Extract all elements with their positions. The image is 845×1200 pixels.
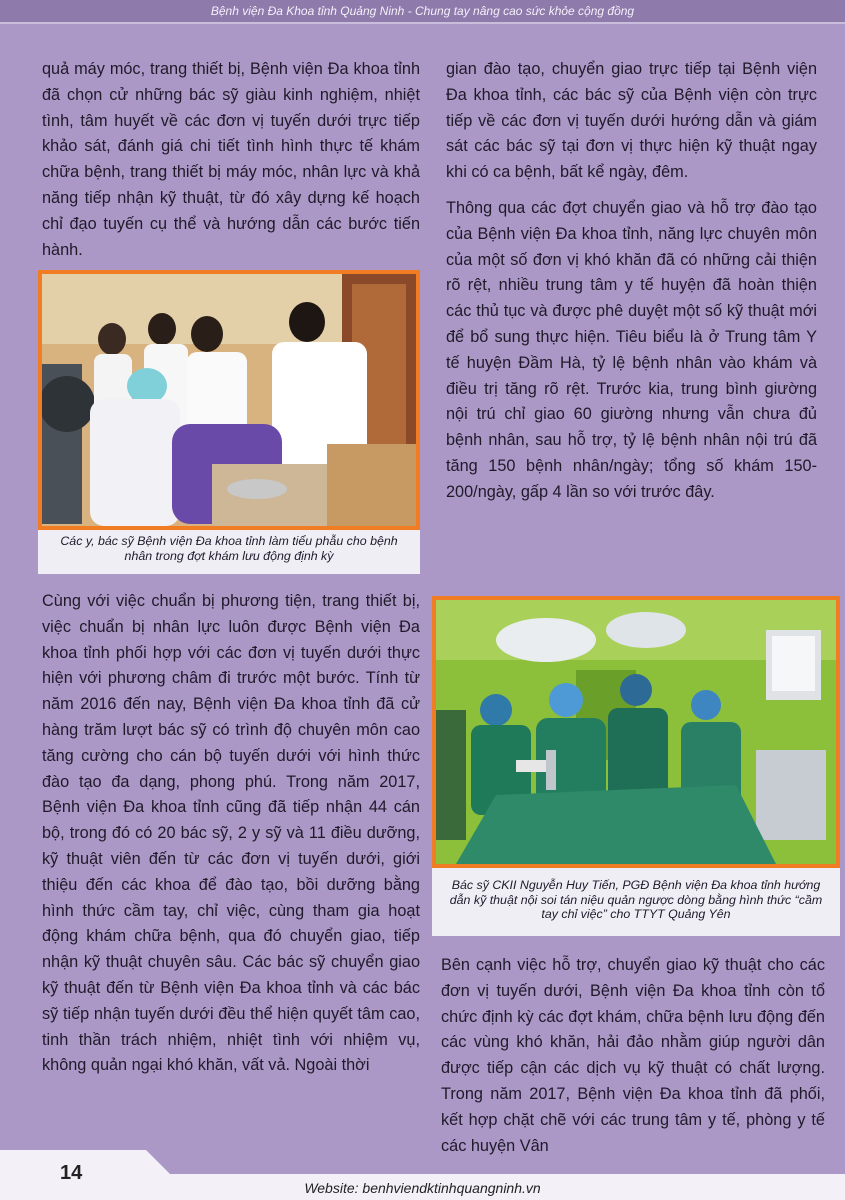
photo-endoscopy-training-image [436, 600, 836, 864]
right-column-top [446, 57, 817, 516]
header-divider [0, 22, 845, 24]
right-paragraph-1: gian đào tạo, chuyển giao trực tiếp tại Bệnh viện Đa khoa tỉnh, các bác sỹ của Bệnh viện còn trực tiếp về các đơn vị tuyến dưới hướng dẫn và giám sát các bác sỹ tại đơn vị thực hiện kỹ thuật ngay khi có ca bệnh, bất kể ngày, đêm. [446, 60, 817, 182]
right-paragraph-3: Bên cạnh việc hỗ trợ, chuyển giao kỹ thuật cho các đơn vị tuyến dưới, Bệnh viện Đa khoa tỉnh còn tổ chức định kỳ các đợt khám, chữa bệnh lưu động đến các vùng khó khăn, hải đảo nhằm giúp người dân được tiếp cận các dịch vụ kỹ thuật có chất lượng. Trong năm 2017, Bệnh viện Đa khoa tỉnh đã phối, kết hợp chặt chẽ với các trung tâm y tế, phòng y tế các huyện Vân [441, 956, 825, 1155]
left-column-top [42, 57, 420, 273]
website-link[interactable]: Website: benhviendktinhquangninh.vn [304, 1180, 541, 1196]
photo-minor-surgery [38, 270, 420, 530]
page-number: 14 [60, 1162, 83, 1184]
photo-minor-surgery-image [42, 274, 416, 526]
photo-1-caption: Các y, bác sỹ Bệnh viện Đa khoa tỉnh làm tiểu phẫu cho bệnh nhân trong đợt khám lưu động định kỳ [60, 534, 398, 563]
page-footer [0, 1150, 845, 1200]
photo-2-caption: Bác sỹ CKII Nguyễn Huy Tiến, PGĐ Bệnh viện Đa khoa tỉnh hướng dẫn kỹ thuật nội soi tán niệu quản ngược dòng bằng hình thức “cầm tay chỉ việc” cho TTYT Quảng Yên [449, 878, 823, 921]
photo-endoscopy-training [432, 596, 840, 868]
figure-2 [432, 596, 840, 936]
left-paragraph-2: Cùng với việc chuẩn bị phương tiện, trang thiết bị, việc chuẩn bị nhân lực luôn được Bệnh viện Đa khoa tỉnh phối hợp với các đơn vị tuyến dưới thực hiện với phương châm đi trước một bước. Tính từ năm 2016 đến nay, Bệnh viện Đa khoa tỉnh đã cử hàng trăm lượt bác sỹ có trình độ chuyên môn cao tăng cường cho cán bộ tuyến dưới với hình thức đào tạo đa dạng, phong phú. Trong năm 2017, Bệnh viện Đa khoa tỉnh cũng đã tiếp nhận 44 cán bộ, trong đó có 20 bác sỹ, 2 y sỹ và 11 điều dưỡng, kỹ thuật viên đến từ các đơn vị tuyến dưới, giới thiệu đến các khoa để đào tạo, bồi dưỡng bằng hình thức cầm tay, chỉ việc, cùng tham gia hoạt động khám chữa bệnh, qua đó chuyển giao, tiếp nhận kỹ thuật chuyên sâu. Các bác sỹ chuyển giao kỹ thuật đến từ Bệnh viện Đa khoa tỉnh và các bác sỹ tiếp nhận tuyến dưới đều thể hiện quyết tâm cao, tinh thần trách nhiệm, nhiệt tình với nhiệm vụ, không quản ngại khó khăn, vất vả. Ngoài thời [42, 592, 420, 1075]
right-column-bottom [441, 953, 825, 1169]
page-header [0, 0, 845, 24]
right-paragraph-2: Thông qua các đợt chuyển giao và hỗ trợ đào tạo của Bệnh viện Đa khoa tỉnh, năng lực chuyên môn của một số đơn vị khó khăn đã có những cải thiện rõ rệt, nhiều trung tâm y tế huyện đã hoàn thiện các thủ tục và được phê duyệt một số kỹ thuật mới để bổ sung thực hiện. Tiêu biểu là ở Trung tâm Y tế huyện Đầm Hà, tỷ lệ bệnh nhân vào khám và điều trị tăng rõ rệt. Trước kia, trung bình giường nội trú chỉ giao 60 giường nhưng vẫn chưa đủ bệnh nhân, sau hỗ trợ, tỷ lệ bệnh nhân nội trú đã tăng 150 bệnh nhân/ngày; tổng số khám 150-200/ngày, gấp 4 lần so với trước đây. [446, 198, 817, 501]
left-column-bottom [42, 589, 420, 1089]
header-title: Bệnh viện Đa Khoa tỉnh Quảng Ninh - Chung tay nâng cao sức khỏe cộng đồng [210, 4, 635, 18]
left-paragraph-1: quả máy móc, trang thiết bị, Bệnh viện Đa khoa tỉnh đã chọn cử những bác sỹ giàu kinh nghiệm, nhiệt tình, tâm huyết về các đơn vị tuyến dưới trực tiếp khảo sát, đánh giá chi tiết tình hình thực tế khám chữa bệnh, trang thiết bị máy móc, nhân lực và khả năng tiếp nhận kỹ thuật, từ đó xây dựng kế hoạch chỉ đạo tuyến cụ thể và hướng dẫn các bước tiến hành. [42, 60, 420, 259]
figure-1 [38, 270, 420, 574]
